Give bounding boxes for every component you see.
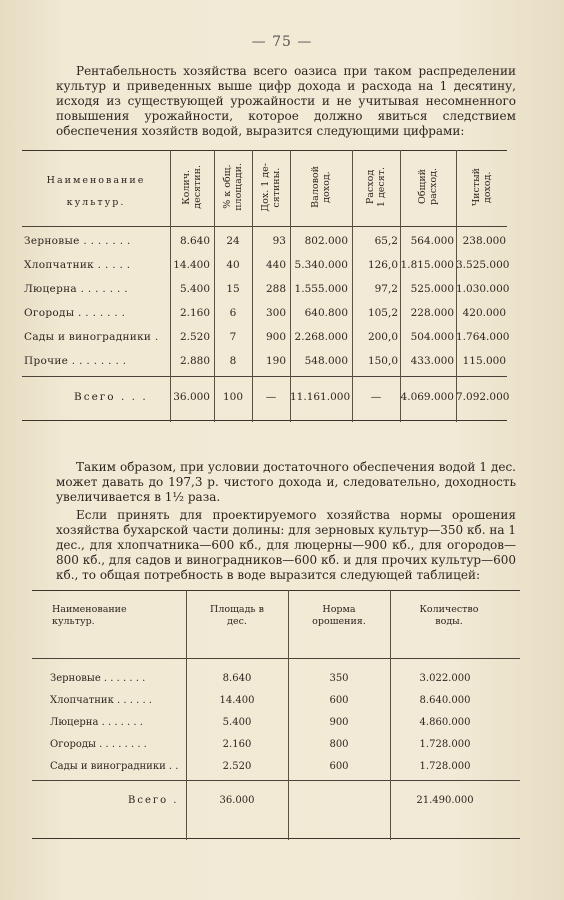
cell-pct: 8: [229, 355, 237, 367]
cell-area: 8.640: [222, 673, 252, 684]
cell-net: 3.525.000: [456, 259, 510, 271]
cell-total-exp: 4.069.000: [400, 391, 454, 403]
table-row: [22, 350, 507, 372]
table-row: [32, 690, 520, 712]
cell-norm: 350: [329, 673, 349, 684]
table-row: [32, 756, 520, 778]
cell-name: Всего . . .: [74, 391, 148, 403]
cell-qty: 2.160: [179, 307, 210, 319]
table-row: [22, 278, 510, 300]
header-gross: Валовой доход.: [310, 166, 332, 208]
header-net: Чистый доход.: [470, 167, 493, 207]
cell-name: Огороды . . . . . . .: [24, 307, 126, 319]
cell-net: 238.000: [462, 235, 506, 247]
cell-net: 1.764.000: [456, 331, 510, 343]
cell-qty: 2.880: [179, 355, 210, 367]
table-body-rule: [32, 780, 520, 781]
table-row: [32, 712, 520, 734]
table-row: [22, 230, 507, 252]
header-name: Наименование культур.: [46, 175, 146, 208]
cell-total-exp: 433.000: [410, 355, 454, 367]
cell-name: Сады и виноградники .: [24, 331, 159, 343]
table-header-rule: [32, 658, 520, 659]
cell-name: Хлопчатник . . . . .: [24, 259, 131, 271]
cell-name: Огороды . . . . . . . .: [50, 739, 147, 750]
cell-income-per: 300: [265, 307, 286, 319]
cell-norm: 900: [329, 717, 349, 728]
intro-text: Рентабельность хозяйства всего оазиса при таком распределении культур и приведенных выше цифр дохода и расхода на 1 десятину, исходя из существующей урожайности и не учитывая несомненного повышения урожайности, которое должно явиться следствием обеспечения хозяйств водой, выразится следующими цифрами:: [56, 64, 516, 138]
cell-net: 115.000: [462, 355, 506, 367]
page-number: — 75 —: [251, 34, 313, 50]
cell-gross: 5.340.000: [294, 259, 348, 271]
cell-pct: 24: [226, 235, 240, 247]
cell-name: Люцерна . . . . . . .: [24, 283, 128, 295]
cell-net: 420.000: [462, 307, 506, 319]
table-header-rule: [22, 226, 507, 227]
cell-qty: 5.400: [179, 283, 210, 295]
cell-income-per: 190: [265, 355, 286, 367]
cell-norm: 600: [329, 761, 349, 772]
header-area: Площадь в дес.: [210, 604, 264, 627]
cell-qty: 14.400: [173, 259, 210, 271]
cell-gross: 640.800: [304, 307, 348, 319]
cell-area: 14.400: [219, 695, 255, 706]
cell-gross: 11.161.000: [290, 391, 351, 403]
cell-expense-per: 150,0: [367, 355, 398, 367]
table-row: [32, 668, 520, 690]
cell-total-exp: 504.000: [410, 331, 454, 343]
cell-norm: 600: [329, 695, 349, 706]
cell-income-per: 900: [265, 331, 286, 343]
cell-total-exp: 228.000: [410, 307, 454, 319]
table-total-row: [22, 386, 510, 408]
table-row: [22, 302, 507, 324]
cell-pct: 6: [229, 307, 237, 319]
cell-total-exp: 525.000: [410, 283, 454, 295]
cell-gross: 802.000: [304, 235, 348, 247]
cell-net: 7.092.000: [456, 391, 510, 403]
cell-expense-per: 65,2: [374, 235, 398, 247]
cell-area: 2.160: [222, 739, 252, 750]
table-row: [32, 734, 520, 756]
table-row: [22, 326, 510, 348]
cell-area: 2.520: [222, 761, 252, 772]
table-top-rule: [32, 590, 520, 591]
cell-water: 1.728.000: [419, 739, 471, 750]
header-expense-per: Расход 1 десят.: [365, 166, 387, 208]
cell-name: Зерновые . . . . . . .: [24, 235, 131, 247]
cell-expense-per: 200,0: [367, 331, 398, 343]
second-paragraph: [56, 508, 516, 583]
cell-name: Сады и виноградники . .: [50, 761, 179, 772]
header-norm: Норма орошения.: [312, 604, 366, 627]
header-total-exp: Общий расход.: [417, 168, 439, 206]
table-bottom-rule: [22, 420, 507, 421]
intro-paragraph: [56, 64, 516, 139]
cell-name: Люцерна . . . . . . .: [50, 717, 143, 728]
header-name: Наименование культур.: [52, 604, 127, 627]
cell-water: 8.640.000: [419, 695, 471, 706]
cell-qty: 2.520: [179, 331, 210, 343]
cell-expense-per: 105,2: [367, 307, 398, 319]
cell-water: 4.860.000: [419, 717, 471, 728]
cell-gross: 2.268.000: [294, 331, 348, 343]
cell-area: 5.400: [222, 717, 252, 728]
cell-water: 1.728.000: [419, 761, 471, 772]
header-water: Количество воды.: [419, 604, 479, 627]
cell-area: 36.000: [219, 795, 255, 806]
cell-total-exp: 564.000: [410, 235, 454, 247]
cell-expense-per: 97,2: [374, 283, 398, 295]
cell-income-per: —: [265, 391, 277, 403]
cell-total-exp: 1.815.000: [400, 259, 454, 271]
header-income-per: Дох. 1 де- сятины.: [260, 162, 282, 212]
cell-net: 1.030.000: [456, 283, 510, 295]
cell-gross: 548.000: [304, 355, 348, 367]
header-qty: Колич. десятин.: [181, 165, 203, 209]
cell-qty: 36.000: [173, 391, 210, 403]
second-text: Если принять для проектируемого хозяйства нормы орошения хозяйства бухарской части долины: для зерновых культур—350 кб. на 1 дес., для хлопчатника—600 кб., для люцерны—900 кб., для огородов—800 кб., для садов и виноградников—600 кб. и для прочих культур—600 кб., то общая потребность в воде выразится следующей таблицей:: [56, 508, 516, 582]
water-table: [32, 590, 520, 840]
cell-income-per: 440: [265, 259, 286, 271]
cell-water: 21.490.000: [416, 795, 474, 806]
cell-expense-per: —: [370, 391, 382, 403]
cell-pct: 100: [222, 391, 244, 403]
cell-name: Прочие . . . . . . . .: [24, 355, 127, 367]
cell-name: Зерновые . . . . . . .: [50, 673, 146, 684]
cell-income-per: 288: [265, 283, 286, 295]
cell-name: Хлопчатник . . . . . .: [50, 695, 152, 706]
cell-gross: 1.555.000: [294, 283, 348, 295]
cell-qty: 8.640: [179, 235, 210, 247]
header-pct: % к общ. площади.: [222, 163, 244, 211]
cell-pct: 15: [226, 283, 240, 295]
cell-norm: 800: [329, 739, 349, 750]
cell-water: 3.022.000: [419, 673, 471, 684]
cell-pct: 7: [229, 331, 237, 343]
profitability-table: [22, 150, 510, 422]
table-bottom-rule: [32, 838, 520, 839]
cell-expense-per: 126,0: [367, 259, 398, 271]
cell-income-per: 93: [272, 235, 286, 247]
cell-pct: 40: [226, 259, 240, 271]
table-total-row: [32, 790, 520, 812]
middle-text: Таким образом, при условии достаточного обеспечения водой 1 дес. может давать до 197,3 р. чистого дохода и, следовательно, доходность увеличивается в 1½ раза.: [56, 460, 516, 504]
cell-name: Всего .: [128, 795, 179, 806]
table-body-rule: [22, 376, 507, 377]
table-row: [22, 254, 510, 276]
middle-paragraph: [56, 460, 516, 505]
